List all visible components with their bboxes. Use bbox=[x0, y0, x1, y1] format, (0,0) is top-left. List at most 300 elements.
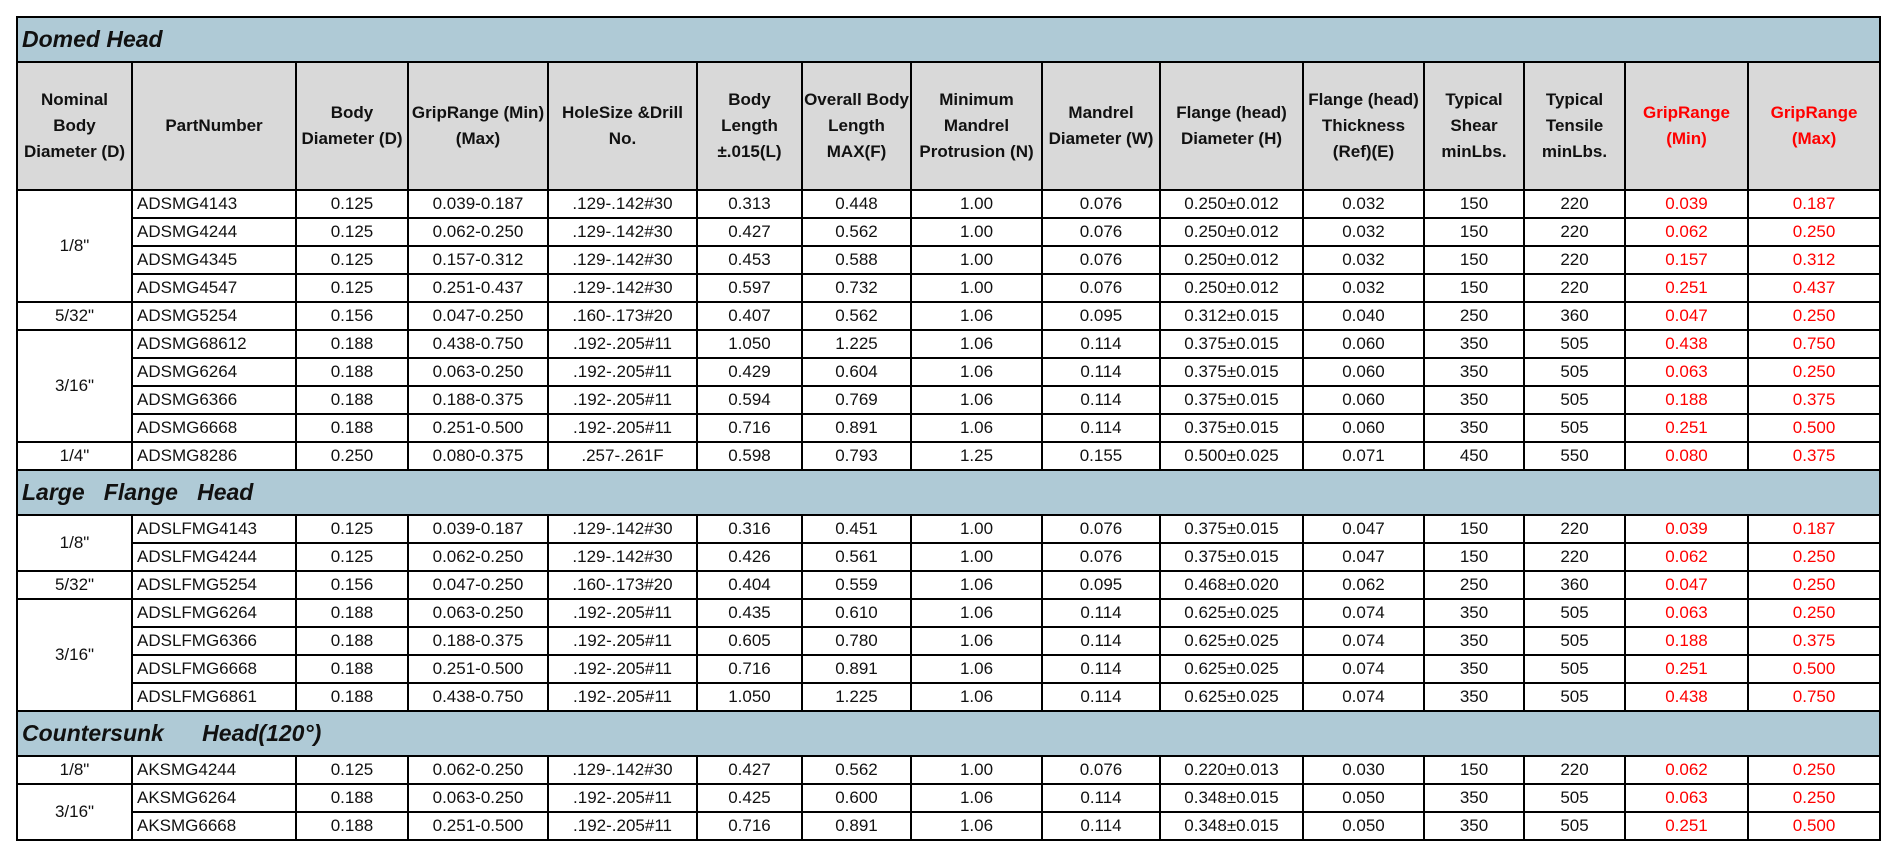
hole-size-cell: .129-.142#30 bbox=[548, 246, 697, 274]
body-length-cell: 0.716 bbox=[697, 812, 802, 840]
grip-range-cell: 0.047-0.250 bbox=[408, 571, 548, 599]
mandrel-diameter-cell: 0.076 bbox=[1042, 515, 1160, 543]
column-header: PartNumber bbox=[132, 62, 296, 190]
grip-range-cell: 0.039-0.187 bbox=[408, 190, 548, 218]
flange-thickness-cell: 0.032 bbox=[1303, 218, 1424, 246]
grip-range-cell: 0.062-0.250 bbox=[408, 756, 548, 784]
body-length-cell: 0.594 bbox=[697, 386, 802, 414]
tensile-cell: 505 bbox=[1524, 414, 1625, 442]
overall-length-cell: 0.451 bbox=[802, 515, 911, 543]
grip-max-cell: 0.375 bbox=[1748, 442, 1880, 470]
flange-thickness-cell: 0.032 bbox=[1303, 246, 1424, 274]
grip-range-cell: 0.438-0.750 bbox=[408, 683, 548, 711]
mandrel-diameter-cell: 0.114 bbox=[1042, 627, 1160, 655]
part-number-cell: ADSMG4244 bbox=[132, 218, 296, 246]
column-header: Typical Shear minLbs. bbox=[1424, 62, 1524, 190]
body-length-cell: 1.050 bbox=[697, 330, 802, 358]
grip-range-cell: 0.251-0.500 bbox=[408, 655, 548, 683]
column-header: HoleSize &Drill No. bbox=[548, 62, 697, 190]
overall-length-cell: 0.561 bbox=[802, 543, 911, 571]
shear-cell: 150 bbox=[1424, 756, 1524, 784]
grip-min-cell: 0.251 bbox=[1625, 812, 1748, 840]
mandrel-diameter-cell: 0.114 bbox=[1042, 414, 1160, 442]
part-number-cell: ADSMG6668 bbox=[132, 414, 296, 442]
mandrel-diameter-cell: 0.076 bbox=[1042, 218, 1160, 246]
flange-thickness-cell: 0.032 bbox=[1303, 190, 1424, 218]
grip-range-cell: 0.080-0.375 bbox=[408, 442, 548, 470]
flange-diameter-cell: 0.375±0.015 bbox=[1160, 414, 1303, 442]
overall-length-cell: 0.732 bbox=[802, 274, 911, 302]
tensile-cell: 220 bbox=[1524, 515, 1625, 543]
grip-min-cell: 0.063 bbox=[1625, 784, 1748, 812]
flange-thickness-cell: 0.047 bbox=[1303, 543, 1424, 571]
flange-thickness-cell: 0.032 bbox=[1303, 274, 1424, 302]
mandrel-protrusion-cell: 1.06 bbox=[911, 812, 1042, 840]
grip-max-cell: 0.250 bbox=[1748, 599, 1880, 627]
shear-cell: 250 bbox=[1424, 302, 1524, 330]
tensile-cell: 360 bbox=[1524, 302, 1625, 330]
mandrel-diameter-cell: 0.076 bbox=[1042, 246, 1160, 274]
grip-max-cell: 0.375 bbox=[1748, 386, 1880, 414]
tensile-cell: 505 bbox=[1524, 784, 1625, 812]
flange-thickness-cell: 0.074 bbox=[1303, 627, 1424, 655]
grip-min-cell: 0.062 bbox=[1625, 543, 1748, 571]
tensile-cell: 505 bbox=[1524, 683, 1625, 711]
part-number-cell: ADSMG6366 bbox=[132, 386, 296, 414]
nominal-diameter-cell: 1/8" bbox=[17, 756, 132, 784]
table-row bbox=[17, 330, 1880, 358]
grip-min-cell: 0.062 bbox=[1625, 218, 1748, 246]
flange-thickness-cell: 0.060 bbox=[1303, 358, 1424, 386]
grip-max-cell: 0.750 bbox=[1748, 330, 1880, 358]
tensile-cell: 220 bbox=[1524, 543, 1625, 571]
nominal-diameter-cell: 1/8" bbox=[17, 190, 132, 302]
flange-diameter-cell: 0.220±0.013 bbox=[1160, 756, 1303, 784]
column-header: Mandrel Diameter (W) bbox=[1042, 62, 1160, 190]
mandrel-diameter-cell: 0.114 bbox=[1042, 683, 1160, 711]
body-diameter-cell: 0.188 bbox=[296, 627, 408, 655]
mandrel-protrusion-cell: 1.00 bbox=[911, 246, 1042, 274]
grip-max-cell: 0.187 bbox=[1748, 515, 1880, 543]
mandrel-diameter-cell: 0.076 bbox=[1042, 756, 1160, 784]
hole-size-cell: .192-.205#11 bbox=[548, 812, 697, 840]
part-number-cell: ADSMG68612 bbox=[132, 330, 296, 358]
grip-range-cell: 0.251-0.500 bbox=[408, 812, 548, 840]
body-length-cell: 0.598 bbox=[697, 442, 802, 470]
flange-diameter-cell: 0.312±0.015 bbox=[1160, 302, 1303, 330]
body-diameter-cell: 0.188 bbox=[296, 784, 408, 812]
mandrel-diameter-cell: 0.114 bbox=[1042, 386, 1160, 414]
grip-min-cell: 0.251 bbox=[1625, 655, 1748, 683]
body-length-cell: 0.435 bbox=[697, 599, 802, 627]
hole-size-cell: .192-.205#11 bbox=[548, 599, 697, 627]
grip-min-cell: 0.157 bbox=[1625, 246, 1748, 274]
overall-length-cell: 0.448 bbox=[802, 190, 911, 218]
column-header: Typical Tensile minLbs. bbox=[1524, 62, 1625, 190]
mandrel-protrusion-cell: 1.00 bbox=[911, 274, 1042, 302]
body-length-cell: 0.716 bbox=[697, 655, 802, 683]
overall-length-cell: 0.769 bbox=[802, 386, 911, 414]
section-title: Domed Head bbox=[17, 17, 1880, 62]
shear-cell: 350 bbox=[1424, 683, 1524, 711]
nominal-diameter-cell: 3/16" bbox=[17, 599, 132, 711]
grip-range-cell: 0.063-0.250 bbox=[408, 599, 548, 627]
mandrel-diameter-cell: 0.095 bbox=[1042, 571, 1160, 599]
body-length-cell: 0.427 bbox=[697, 756, 802, 784]
overall-length-cell: 0.600 bbox=[802, 784, 911, 812]
mandrel-protrusion-cell: 1.00 bbox=[911, 543, 1042, 571]
tensile-cell: 505 bbox=[1524, 655, 1625, 683]
grip-min-cell: 0.251 bbox=[1625, 414, 1748, 442]
table-row bbox=[17, 386, 1880, 414]
tensile-cell: 505 bbox=[1524, 627, 1625, 655]
flange-diameter-cell: 0.375±0.015 bbox=[1160, 543, 1303, 571]
grip-min-cell: 0.047 bbox=[1625, 571, 1748, 599]
hole-size-cell: .129-.142#30 bbox=[548, 515, 697, 543]
shear-cell: 350 bbox=[1424, 599, 1524, 627]
grip-range-cell: 0.063-0.250 bbox=[408, 784, 548, 812]
flange-thickness-cell: 0.074 bbox=[1303, 655, 1424, 683]
grip-min-cell: 0.039 bbox=[1625, 515, 1748, 543]
shear-cell: 350 bbox=[1424, 330, 1524, 358]
body-diameter-cell: 0.125 bbox=[296, 515, 408, 543]
nominal-diameter-cell: 3/16" bbox=[17, 330, 132, 442]
hole-size-cell: .129-.142#30 bbox=[548, 543, 697, 571]
body-diameter-cell: 0.188 bbox=[296, 812, 408, 840]
shear-cell: 350 bbox=[1424, 414, 1524, 442]
grip-max-cell: 0.250 bbox=[1748, 358, 1880, 386]
part-number-cell: ADSLFMG6264 bbox=[132, 599, 296, 627]
grip-range-cell: 0.039-0.187 bbox=[408, 515, 548, 543]
mandrel-protrusion-cell: 1.06 bbox=[911, 330, 1042, 358]
flange-diameter-cell: 0.250±0.012 bbox=[1160, 190, 1303, 218]
table-row bbox=[17, 302, 1880, 330]
grip-min-cell: 0.063 bbox=[1625, 358, 1748, 386]
part-number-cell: ADSMG4143 bbox=[132, 190, 296, 218]
mandrel-protrusion-cell: 1.00 bbox=[911, 756, 1042, 784]
grip-max-cell: 0.500 bbox=[1748, 414, 1880, 442]
overall-length-cell: 0.562 bbox=[802, 302, 911, 330]
grip-range-cell: 0.047-0.250 bbox=[408, 302, 548, 330]
mandrel-diameter-cell: 0.076 bbox=[1042, 190, 1160, 218]
body-diameter-cell: 0.188 bbox=[296, 683, 408, 711]
mandrel-diameter-cell: 0.076 bbox=[1042, 543, 1160, 571]
body-diameter-cell: 0.188 bbox=[296, 386, 408, 414]
mandrel-diameter-cell: 0.114 bbox=[1042, 358, 1160, 386]
mandrel-diameter-cell: 0.114 bbox=[1042, 655, 1160, 683]
table-row bbox=[17, 274, 1880, 302]
flange-diameter-cell: 0.250±0.012 bbox=[1160, 246, 1303, 274]
grip-range-cell: 0.062-0.250 bbox=[408, 218, 548, 246]
table-row bbox=[17, 599, 1880, 627]
flange-thickness-cell: 0.062 bbox=[1303, 571, 1424, 599]
overall-length-cell: 0.793 bbox=[802, 442, 911, 470]
body-length-cell: 1.050 bbox=[697, 683, 802, 711]
column-header: Body Diameter (D) bbox=[296, 62, 408, 190]
flange-diameter-cell: 0.375±0.015 bbox=[1160, 515, 1303, 543]
column-header: Minimum Mandrel Protrusion (N) bbox=[911, 62, 1042, 190]
grip-range-cell: 0.251-0.500 bbox=[408, 414, 548, 442]
flange-thickness-cell: 0.040 bbox=[1303, 302, 1424, 330]
shear-cell: 350 bbox=[1424, 627, 1524, 655]
grip-max-cell: 0.437 bbox=[1748, 274, 1880, 302]
shear-cell: 150 bbox=[1424, 218, 1524, 246]
table-row bbox=[17, 442, 1880, 470]
flange-thickness-cell: 0.030 bbox=[1303, 756, 1424, 784]
body-diameter-cell: 0.188 bbox=[296, 330, 408, 358]
hole-size-cell: .129-.142#30 bbox=[548, 756, 697, 784]
flange-diameter-cell: 0.625±0.025 bbox=[1160, 627, 1303, 655]
body-diameter-cell: 0.188 bbox=[296, 414, 408, 442]
grip-max-cell: 0.750 bbox=[1748, 683, 1880, 711]
body-length-cell: 0.453 bbox=[697, 246, 802, 274]
overall-length-cell: 0.588 bbox=[802, 246, 911, 274]
grip-min-cell: 0.062 bbox=[1625, 756, 1748, 784]
column-header: Flange (head) Thickness (Ref)(E) bbox=[1303, 62, 1424, 190]
shear-cell: 250 bbox=[1424, 571, 1524, 599]
mandrel-protrusion-cell: 1.25 bbox=[911, 442, 1042, 470]
table-row bbox=[17, 190, 1880, 218]
tensile-cell: 505 bbox=[1524, 386, 1625, 414]
column-header-row bbox=[17, 62, 1880, 190]
body-diameter-cell: 0.188 bbox=[296, 599, 408, 627]
body-diameter-cell: 0.188 bbox=[296, 655, 408, 683]
part-number-cell: ADSMG4345 bbox=[132, 246, 296, 274]
hole-size-cell: .192-.205#11 bbox=[548, 386, 697, 414]
grip-max-cell: 0.250 bbox=[1748, 784, 1880, 812]
body-diameter-cell: 0.125 bbox=[296, 543, 408, 571]
flange-diameter-cell: 0.625±0.025 bbox=[1160, 599, 1303, 627]
column-header: Nominal Body Diameter (D) bbox=[17, 62, 132, 190]
flange-thickness-cell: 0.071 bbox=[1303, 442, 1424, 470]
section-header-row bbox=[17, 711, 1880, 756]
grip-min-cell: 0.188 bbox=[1625, 386, 1748, 414]
nominal-diameter-cell: 1/4" bbox=[17, 442, 132, 470]
flange-thickness-cell: 0.074 bbox=[1303, 599, 1424, 627]
tensile-cell: 220 bbox=[1524, 274, 1625, 302]
flange-diameter-cell: 0.500±0.025 bbox=[1160, 442, 1303, 470]
column-header: GripRange (Min) bbox=[1625, 62, 1748, 190]
grip-min-cell: 0.063 bbox=[1625, 599, 1748, 627]
nominal-diameter-cell: 3/16" bbox=[17, 784, 132, 840]
table-row bbox=[17, 756, 1880, 784]
hole-size-cell: .192-.205#11 bbox=[548, 627, 697, 655]
mandrel-protrusion-cell: 1.06 bbox=[911, 784, 1042, 812]
part-number-cell: AKSMG6264 bbox=[132, 784, 296, 812]
grip-max-cell: 0.187 bbox=[1748, 190, 1880, 218]
hole-size-cell: .257-.261F bbox=[548, 442, 697, 470]
column-header: Flange (head) Diameter (H) bbox=[1160, 62, 1303, 190]
tensile-cell: 220 bbox=[1524, 246, 1625, 274]
mandrel-diameter-cell: 0.076 bbox=[1042, 274, 1160, 302]
mandrel-protrusion-cell: 1.06 bbox=[911, 627, 1042, 655]
shear-cell: 450 bbox=[1424, 442, 1524, 470]
grip-range-cell: 0.438-0.750 bbox=[408, 330, 548, 358]
overall-length-cell: 0.891 bbox=[802, 812, 911, 840]
mandrel-protrusion-cell: 1.06 bbox=[911, 414, 1042, 442]
overall-length-cell: 0.891 bbox=[802, 414, 911, 442]
body-length-cell: 0.313 bbox=[697, 190, 802, 218]
flange-diameter-cell: 0.348±0.015 bbox=[1160, 812, 1303, 840]
tensile-cell: 220 bbox=[1524, 190, 1625, 218]
section-header-row bbox=[17, 17, 1880, 62]
nominal-diameter-cell: 5/32" bbox=[17, 302, 132, 330]
mandrel-diameter-cell: 0.114 bbox=[1042, 812, 1160, 840]
grip-max-cell: 0.250 bbox=[1748, 543, 1880, 571]
part-number-cell: ADSLFMG6366 bbox=[132, 627, 296, 655]
body-diameter-cell: 0.125 bbox=[296, 190, 408, 218]
overall-length-cell: 0.610 bbox=[802, 599, 911, 627]
flange-diameter-cell: 0.625±0.025 bbox=[1160, 655, 1303, 683]
table-row bbox=[17, 812, 1880, 840]
grip-max-cell: 0.250 bbox=[1748, 756, 1880, 784]
hole-size-cell: .192-.205#11 bbox=[548, 784, 697, 812]
column-header: GripRange (Min)(Max) bbox=[408, 62, 548, 190]
hole-size-cell: .192-.205#11 bbox=[548, 414, 697, 442]
shear-cell: 350 bbox=[1424, 655, 1524, 683]
table-row bbox=[17, 655, 1880, 683]
grip-range-cell: 0.188-0.375 bbox=[408, 627, 548, 655]
grip-min-cell: 0.047 bbox=[1625, 302, 1748, 330]
mandrel-diameter-cell: 0.114 bbox=[1042, 784, 1160, 812]
grip-min-cell: 0.039 bbox=[1625, 190, 1748, 218]
hole-size-cell: .192-.205#11 bbox=[548, 655, 697, 683]
grip-min-cell: 0.188 bbox=[1625, 627, 1748, 655]
flange-diameter-cell: 0.250±0.012 bbox=[1160, 218, 1303, 246]
grip-max-cell: 0.250 bbox=[1748, 302, 1880, 330]
table-row bbox=[17, 218, 1880, 246]
hole-size-cell: .160-.173#20 bbox=[548, 302, 697, 330]
flange-diameter-cell: 0.375±0.015 bbox=[1160, 330, 1303, 358]
shear-cell: 150 bbox=[1424, 190, 1524, 218]
mandrel-protrusion-cell: 1.06 bbox=[911, 302, 1042, 330]
section-header-row bbox=[17, 470, 1880, 515]
part-number-cell: ADSMG4547 bbox=[132, 274, 296, 302]
body-diameter-cell: 0.156 bbox=[296, 571, 408, 599]
mandrel-protrusion-cell: 1.06 bbox=[911, 655, 1042, 683]
body-diameter-cell: 0.250 bbox=[296, 442, 408, 470]
table-row bbox=[17, 543, 1880, 571]
tensile-cell: 505 bbox=[1524, 330, 1625, 358]
body-diameter-cell: 0.188 bbox=[296, 358, 408, 386]
overall-length-cell: 0.604 bbox=[802, 358, 911, 386]
grip-max-cell: 0.500 bbox=[1748, 812, 1880, 840]
mandrel-protrusion-cell: 1.06 bbox=[911, 358, 1042, 386]
part-number-cell: ADSMG6264 bbox=[132, 358, 296, 386]
flange-thickness-cell: 0.050 bbox=[1303, 784, 1424, 812]
grip-min-cell: 0.438 bbox=[1625, 683, 1748, 711]
overall-length-cell: 1.225 bbox=[802, 683, 911, 711]
body-length-cell: 0.404 bbox=[697, 571, 802, 599]
flange-diameter-cell: 0.375±0.015 bbox=[1160, 358, 1303, 386]
tensile-cell: 220 bbox=[1524, 218, 1625, 246]
overall-length-cell: 0.559 bbox=[802, 571, 911, 599]
table-row bbox=[17, 683, 1880, 711]
body-length-cell: 0.597 bbox=[697, 274, 802, 302]
flange-thickness-cell: 0.050 bbox=[1303, 812, 1424, 840]
hole-size-cell: .192-.205#11 bbox=[548, 330, 697, 358]
body-length-cell: 0.429 bbox=[697, 358, 802, 386]
flange-thickness-cell: 0.074 bbox=[1303, 683, 1424, 711]
mandrel-protrusion-cell: 1.00 bbox=[911, 515, 1042, 543]
body-length-cell: 0.426 bbox=[697, 543, 802, 571]
part-number-cell: AKSMG6668 bbox=[132, 812, 296, 840]
section-title: Large Flange Head bbox=[17, 470, 1880, 515]
part-number-cell: ADSLFMG4244 bbox=[132, 543, 296, 571]
flange-thickness-cell: 0.047 bbox=[1303, 515, 1424, 543]
hole-size-cell: .129-.142#30 bbox=[548, 190, 697, 218]
flange-diameter-cell: 0.250±0.012 bbox=[1160, 274, 1303, 302]
mandrel-diameter-cell: 0.095 bbox=[1042, 302, 1160, 330]
shear-cell: 150 bbox=[1424, 543, 1524, 571]
mandrel-diameter-cell: 0.155 bbox=[1042, 442, 1160, 470]
table-row bbox=[17, 784, 1880, 812]
tensile-cell: 505 bbox=[1524, 812, 1625, 840]
nominal-diameter-cell: 1/8" bbox=[17, 515, 132, 571]
mandrel-protrusion-cell: 1.06 bbox=[911, 599, 1042, 627]
mandrel-protrusion-cell: 1.06 bbox=[911, 683, 1042, 711]
body-length-cell: 0.716 bbox=[697, 414, 802, 442]
shear-cell: 150 bbox=[1424, 246, 1524, 274]
grip-min-cell: 0.438 bbox=[1625, 330, 1748, 358]
overall-length-cell: 0.562 bbox=[802, 218, 911, 246]
table-row bbox=[17, 358, 1880, 386]
tensile-cell: 505 bbox=[1524, 599, 1625, 627]
body-diameter-cell: 0.125 bbox=[296, 218, 408, 246]
shear-cell: 350 bbox=[1424, 386, 1524, 414]
tensile-cell: 550 bbox=[1524, 442, 1625, 470]
shear-cell: 350 bbox=[1424, 358, 1524, 386]
flange-diameter-cell: 0.348±0.015 bbox=[1160, 784, 1303, 812]
body-diameter-cell: 0.125 bbox=[296, 274, 408, 302]
shear-cell: 350 bbox=[1424, 812, 1524, 840]
part-number-cell: ADSLFMG6861 bbox=[132, 683, 296, 711]
body-diameter-cell: 0.125 bbox=[296, 756, 408, 784]
part-number-cell: ADSLFMG4143 bbox=[132, 515, 296, 543]
overall-length-cell: 1.225 bbox=[802, 330, 911, 358]
shear-cell: 150 bbox=[1424, 515, 1524, 543]
tensile-cell: 505 bbox=[1524, 358, 1625, 386]
grip-max-cell: 0.250 bbox=[1748, 218, 1880, 246]
flange-thickness-cell: 0.060 bbox=[1303, 330, 1424, 358]
body-diameter-cell: 0.125 bbox=[296, 246, 408, 274]
tensile-cell: 360 bbox=[1524, 571, 1625, 599]
grip-max-cell: 0.312 bbox=[1748, 246, 1880, 274]
part-number-cell: ADSMG5254 bbox=[132, 302, 296, 330]
part-number-cell: ADSMG8286 bbox=[132, 442, 296, 470]
flange-diameter-cell: 0.375±0.015 bbox=[1160, 386, 1303, 414]
body-length-cell: 0.316 bbox=[697, 515, 802, 543]
grip-range-cell: 0.188-0.375 bbox=[408, 386, 548, 414]
grip-max-cell: 0.250 bbox=[1748, 571, 1880, 599]
grip-max-cell: 0.375 bbox=[1748, 627, 1880, 655]
shear-cell: 150 bbox=[1424, 274, 1524, 302]
part-number-cell: AKSMG4244 bbox=[132, 756, 296, 784]
grip-range-cell: 0.157-0.312 bbox=[408, 246, 548, 274]
mandrel-diameter-cell: 0.114 bbox=[1042, 330, 1160, 358]
table-row bbox=[17, 414, 1880, 442]
grip-range-cell: 0.251-0.437 bbox=[408, 274, 548, 302]
body-diameter-cell: 0.156 bbox=[296, 302, 408, 330]
overall-length-cell: 0.562 bbox=[802, 756, 911, 784]
mandrel-protrusion-cell: 1.06 bbox=[911, 386, 1042, 414]
grip-range-cell: 0.063-0.250 bbox=[408, 358, 548, 386]
table-row bbox=[17, 246, 1880, 274]
mandrel-protrusion-cell: 1.00 bbox=[911, 190, 1042, 218]
part-number-cell: ADSLFMG6668 bbox=[132, 655, 296, 683]
body-length-cell: 0.425 bbox=[697, 784, 802, 812]
shear-cell: 350 bbox=[1424, 784, 1524, 812]
